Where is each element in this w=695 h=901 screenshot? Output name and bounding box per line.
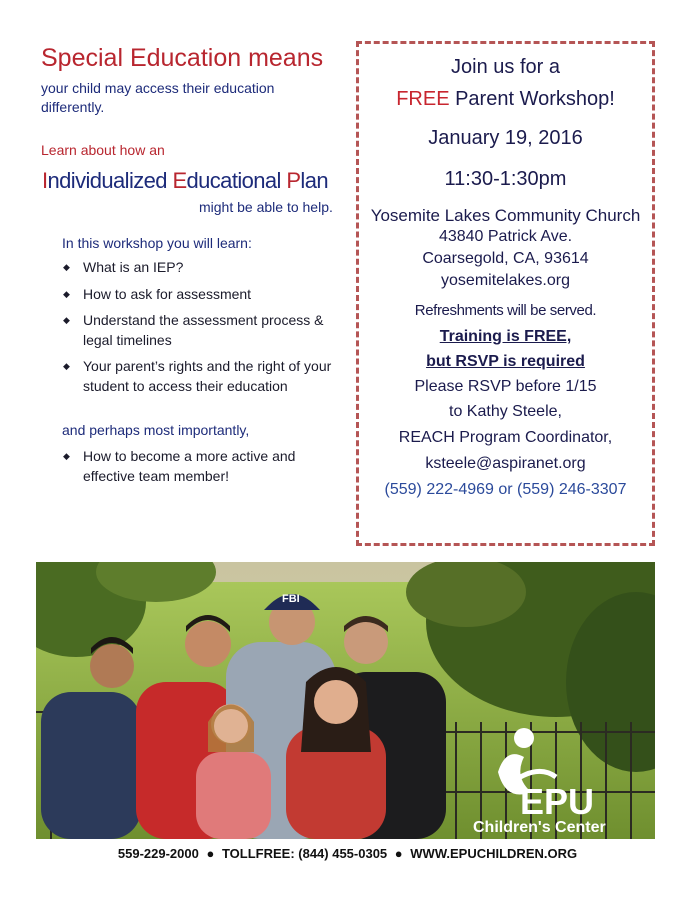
- list-item-text: What is an IEP?: [83, 259, 184, 275]
- rsvp-required: but RSVP is required: [426, 353, 585, 370]
- bullet-icon: ◆: [63, 315, 70, 325]
- bullet-icon: ◆: [63, 262, 70, 272]
- list-item-text: Your parent’s rights and the right of your student to access their education: [83, 358, 332, 394]
- bullet-icon: ◆: [63, 451, 70, 461]
- list-item: [62, 258, 342, 278]
- help-line: might be able to help.: [199, 199, 333, 215]
- headline: Special Education means: [41, 44, 324, 72]
- venue-city: Coarsegold, CA, 93614: [422, 250, 589, 267]
- iep-part-3: lan: [300, 168, 328, 193]
- list-item: [62, 311, 342, 350]
- logo-name: EPU: [520, 781, 595, 822]
- iep-cap-i: I: [42, 168, 48, 193]
- free-workshop-line: [359, 88, 652, 111]
- iep-part-2: ducational: [186, 168, 287, 193]
- iep-title: [42, 168, 328, 194]
- list-item: [62, 447, 342, 486]
- event-date: January 19, 2016: [428, 127, 583, 149]
- iep-cap-e: E: [172, 168, 187, 193]
- list-item-text: Understand the assessment process & legal timelines: [83, 312, 324, 348]
- list-item-text: How to ask for assessment: [83, 285, 252, 302]
- iep-cap-p: P: [286, 168, 301, 193]
- learning-list: [62, 258, 342, 403]
- contact-name: to Kathy Steele,: [449, 403, 562, 420]
- join-line: Join us for a: [451, 56, 560, 78]
- iep-part-1: ndividualized: [47, 168, 173, 193]
- contact-role: REACH Program Coordinator,: [398, 429, 613, 446]
- free-label: FREE: [396, 88, 450, 110]
- contact-email[interactable]: ksteele@aspiranet.org: [425, 455, 586, 472]
- footer-phone[interactable]: 559-229-2000: [117, 846, 199, 861]
- separator-dot-icon: ●: [206, 846, 215, 861]
- workshop-label: Parent Workshop!: [449, 88, 615, 110]
- list-item: [62, 357, 342, 396]
- rsvp-before: Please RSVP before 1/15: [414, 378, 597, 395]
- event-details-box: [356, 41, 655, 546]
- group-photo: [36, 562, 655, 839]
- perhaps-line: and perhaps most importantly,: [62, 422, 250, 438]
- separator-dot-icon: ●: [394, 846, 403, 861]
- learn-line: Learn about how an: [41, 142, 165, 158]
- list-item: [62, 285, 342, 305]
- important-list: [62, 447, 342, 486]
- subline: your child may access their education differently.: [41, 80, 275, 115]
- bullet-icon: ◆: [63, 361, 70, 371]
- contact-phones[interactable]: (559) 222-4969 or (559) 246-3307: [384, 481, 627, 498]
- workshop-intro: In this workshop you will learn:: [62, 235, 252, 251]
- footer-tollfree[interactable]: TOLLFREE: (844) 455-0305: [221, 846, 388, 861]
- event-time: 11:30-1:30pm: [444, 168, 567, 190]
- cap-text: FBI: [282, 593, 300, 605]
- bullet-icon: ◆: [63, 288, 70, 299]
- training-free: Training is FREE,: [439, 328, 572, 345]
- list-item-text: How to become a more active and effective team member!: [83, 448, 296, 484]
- venue-name: Yosemite Lakes Community Church: [370, 206, 641, 225]
- venue-street: 43840 Patrick Ave.: [438, 228, 573, 245]
- logo-subtitle: Children's Center: [473, 819, 606, 836]
- venue-site: yosemitelakes.org: [441, 272, 570, 289]
- footer-website[interactable]: WWW.EPUCHILDREN.ORG: [410, 846, 578, 861]
- refreshments-note: Refreshments will be served.: [414, 302, 597, 319]
- footer: [0, 846, 695, 861]
